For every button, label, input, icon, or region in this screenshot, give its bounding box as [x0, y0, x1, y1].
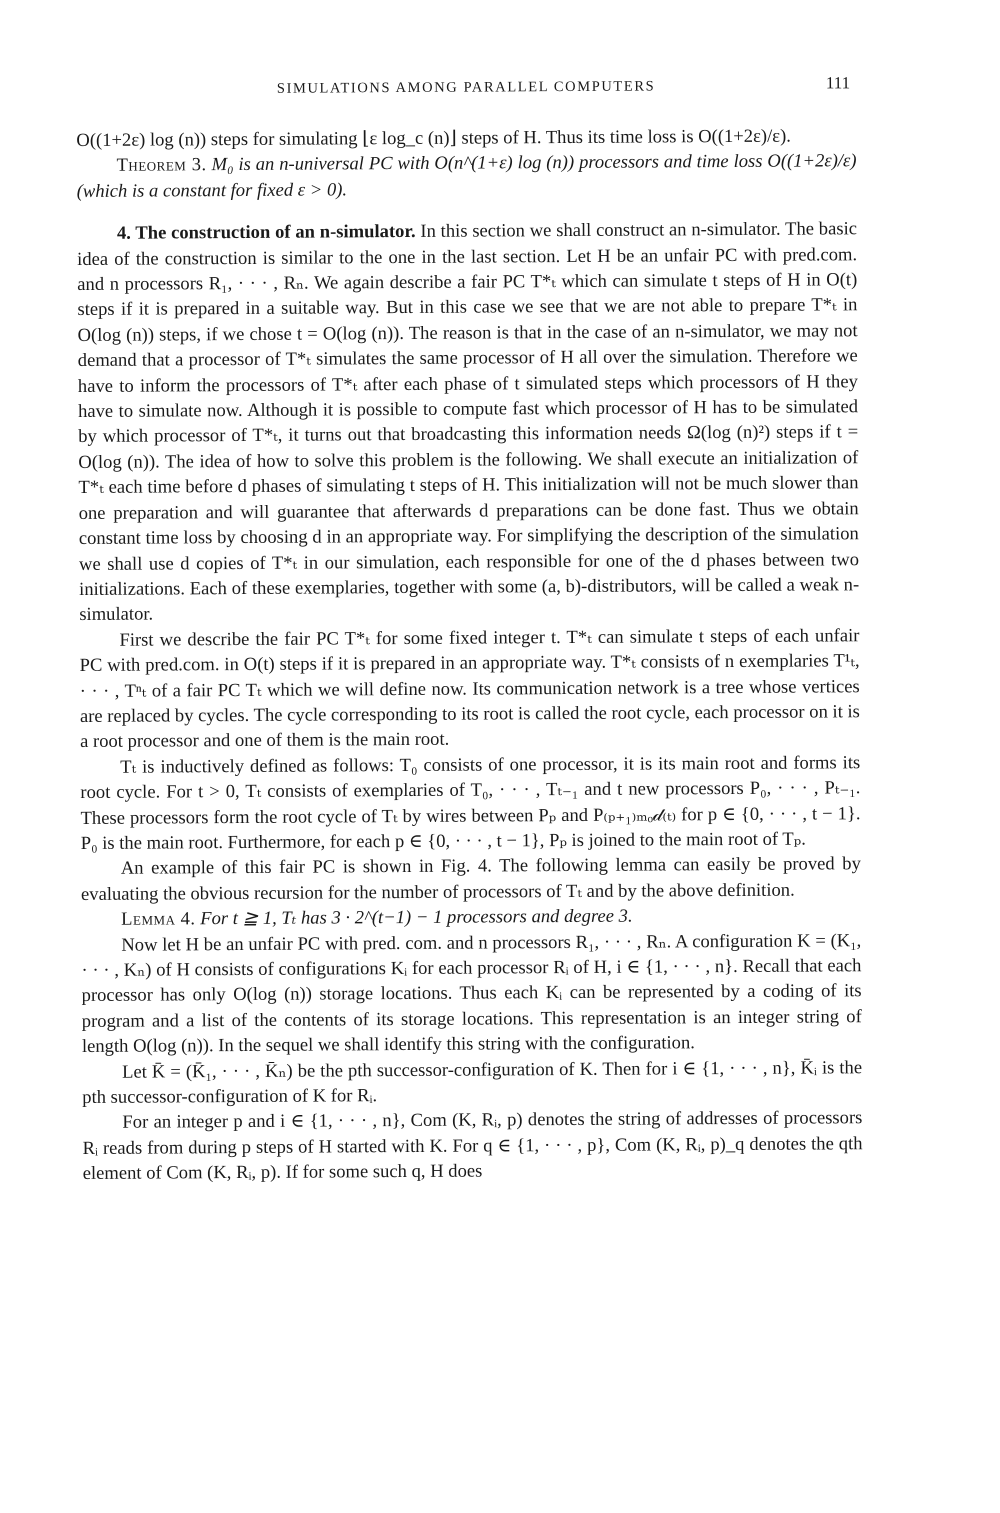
theorem-statement: M₀ is an n-universal PC with O(n^(1+ε) log (n)) processors and time loss O((1+2ε)/ε) (which is a constant for fixed ε > 0). [76, 150, 857, 202]
section-4 [77, 216, 859, 627]
paragraph-successor: Let K̄ = (K̄₁, · · · , K̄ₙ) be the pth successor-configuration of K. Then for i ∈ {1, · · · , n}, K̄ᵢ is the pth successor-configuration of K for Rᵢ. [82, 1056, 863, 1109]
section-heading: 4. The construction of an n-simulator. [116, 221, 416, 244]
paragraph-example: An example of this fair PC is shown in Fig. 4. The following lemma can easily be proved by evaluating the obvious recursion for the number of processors of Tₜ and by the above definition. [80, 853, 861, 905]
running-head: SIMULATIONS AMONG PARALLEL COMPUTERS [276, 78, 656, 97]
paragraph-configuration: Now let H be an unfair PC with pred. com. and n processors R₁, · · · , Rₙ. A configuration K = (K₁, · · · , Kₙ) of H consists of configurations Kᵢ for each processor Rᵢ of H, i ∈ {1, · · · , n}. Recall that each processor has only O(log (n)) storage locations. Thus each Kᵢ can be represented by a coding of its program and a list of the contents of its storage locations. This representation is an integer string of length O(log (n)). In the sequel we shall identify this string with the configuration. [81, 929, 862, 1058]
paragraph-inductive-definition: Tₜ is inductively defined as follows: T₀ consists of one processor, it is its main root and forms its root cycle. For t > 0, Tₜ consists of exemplaries of T₀, · · · , Tₜ₋₁ and t new processors P₀, · · · , Pₜ₋₁. These processors form the root cycle of Tₜ by wires between Pₚ and P₍ₚ₊₁₎ₘₒ𝒹₍ₜ₎ for p ∈ {0, · · · , t − 1}. P₀ is the main root. Furthermore, for each p ∈ {0, · · · , t − 1}, Pₚ is joined to the main root of Tₚ. [80, 751, 861, 854]
theorem-3 [76, 149, 856, 205]
paragraph-fair-pc: First we describe the fair PC T*ₜ for some fixed integer t. T*ₜ can simulate t steps of each unfair PC with pred.com. in O(t) steps if it is prepared in an appropriate way. T*ₜ consists of n exemplaries T¹ₜ, · · · , Tⁿₜ of a fair PC Tₜ which we will define now. Its communication network is a tree whose vertices are replaced by cycles. The cycle corresponding to its root is called the root cycle, each processor on it is a root processor and one of them is the main root. [79, 624, 860, 753]
journal-page [76, 71, 863, 1186]
lemma-statement: For t ≧ 1, Tₜ has 3 · 2^(t−1) − 1 processors and degree 3. [200, 905, 633, 930]
paragraph-continuation: O((1+2ε) log (n)) steps for simulating ⌊ε log_c (n)⌋ steps of H. Thus its time loss is O((1+2ε)/ε). [76, 125, 791, 151]
paragraph-com: For an integer p and i ∈ {1, · · · , n}, Com (K, Rᵢ, p) denotes the string of addresses of processors Rᵢ reads from during p steps of H started with K. For q ∈ {1, · · · , p}, Com (K, Rᵢ, p)_q denotes the qth element of Com (K, Rᵢ, p). If for some such q, H does [82, 1107, 863, 1185]
page-header [76, 71, 856, 108]
page-number: 111 [825, 73, 851, 93]
lemma-label: Lemma 4. [121, 908, 196, 930]
theorem-label: Theorem 3. [116, 154, 207, 177]
section-text: In this section we shall construct an n-simulator. The basic idea of the construction is similar to the one in the last section. Let H be an unfair PC with pred.com. and n processors R₁, · · · , Rₙ. We again describe a fair PC T*ₜ which can simulate t steps of H in O(t) steps if it is prepared in a suitable way. But in this case we see that we are not able to prepare T*ₜ in O(log (n)) steps, if we chose t = O(log (n)). The reason is that in the case of an n-simulator, we may not demand that a processor of T*ₜ simulates the same processor of H all over the simulation. Therefore we have to inform the processors of T*ₜ after each phase of t simulated steps which processors of H they have to simulate now. Although it is possible to compute fast which processor of H has to be simulated by which processor of T*ₜ, it turns out that broadcasting this information needs Ω(log (n)²) steps if t = O(log (n)). The idea of how to solve this problem is the following. We shall execute an initialization of T*ₜ each time before d phases of simulating t steps of H. This initialization will not be much slower than one preparation and will guarantee that afterwards d preparations can be done fast. Thus we obtain constant time loss by choosing d in an appropriate way. For simplifying the description of the simulation we shall use d copies of T*ₜ in our simulation, each responsible for one of the d phases between two initializations. Each of these exemplaries, together with some (a, b)-distributors, will be called a weak n-simulator. [77, 218, 860, 626]
